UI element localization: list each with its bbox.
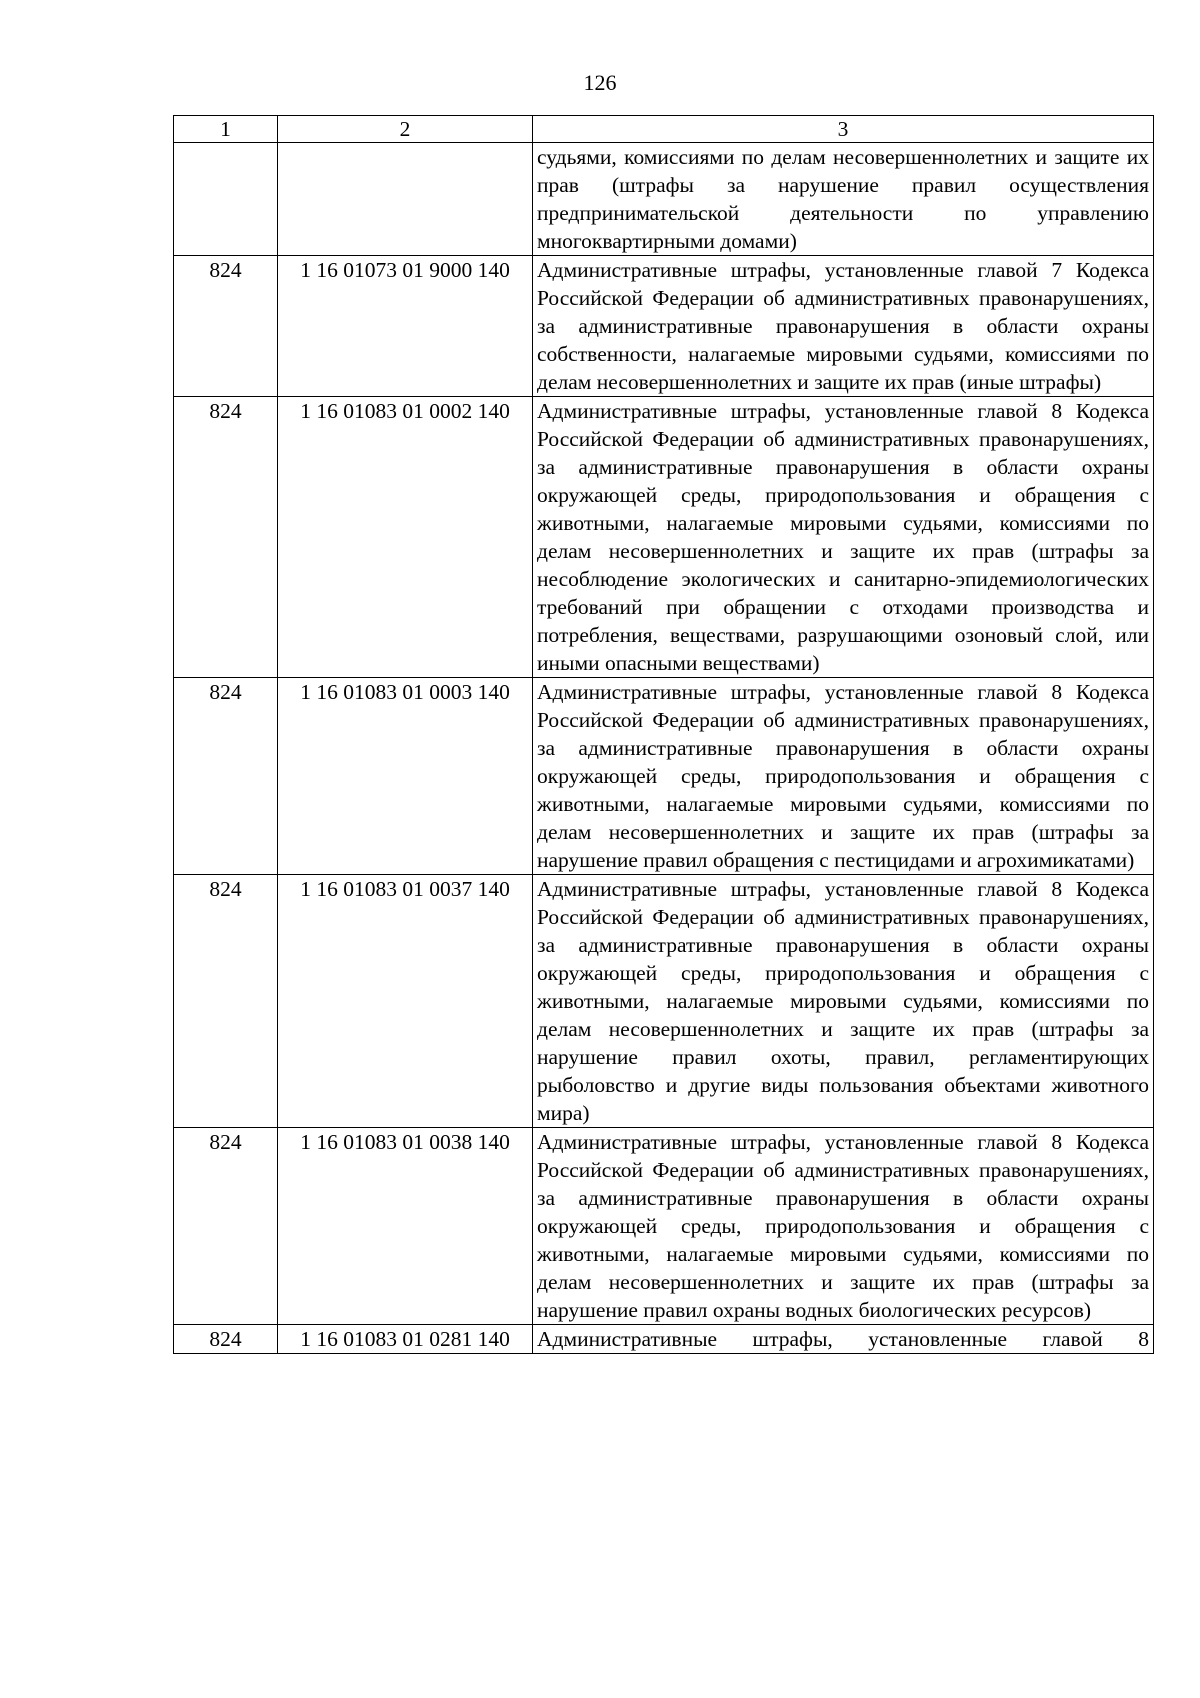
table-row xyxy=(174,256,1154,397)
description-cell: Административные штрафы, установленные главой 8 Кодекса Российской Федерации об административных правонарушениях, за административные правонарушения в области охраны окружающей среды, природопользования и обращения с животными, налагаемые мировыми судьями, комиссиями по делам несовершеннолетних и защите их прав (штрафы за нарушение правил охоты, правил, регламентирующих рыболовство и другие виды пользования объектами животного мира) xyxy=(533,875,1154,1128)
page-number: 126 xyxy=(583,70,617,95)
description-cell: Административные штрафы, установленные главой 8 Кодекса Российской Федерации об административных правонарушениях, за административные правонарушения в области охраны окружающей среды, природопользования и обращения с животными, налагаемые мировыми судьями, комиссиями по делам несовершеннолетних и защите их прав (штрафы за нарушение правил обращения с пестицидами и агрохимикатами) xyxy=(533,678,1154,875)
description-cell: Административные штрафы, установленные главой 8 Кодекса Российской Федерации об административных правонарушениях, за административные правонарушения в области охраны окружающей среды, природопользования и обращения с животными, налагаемые мировыми судьями, комиссиями по делам несовершеннолетних и защите их прав (штрафы за нарушение правил охраны водных биологических ресурсов) xyxy=(533,1128,1154,1325)
table-row xyxy=(174,678,1154,875)
admin-code-cell: 824 xyxy=(174,678,278,875)
kbk-code-cell: 1 16 01083 01 0281 140 xyxy=(278,1325,533,1354)
header-col-1: 1 xyxy=(174,116,278,143)
header-col-2: 2 xyxy=(278,116,533,143)
admin-code-cell: 824 xyxy=(174,1325,278,1354)
kbk-code-cell: 1 16 01083 01 0037 140 xyxy=(278,875,533,1128)
description-cell: Административные штрафы, установленные главой 8 Кодекса Российской Федерации об административных правонарушениях, за административные правонарушения в области охраны окружающей среды, природопользования и обращения с животными, налагаемые мировыми судьями, комиссиями по делам несовершеннолетних и защите их прав (штрафы за несоблюдение экологических и санитарно-эпидемиологических требований при обращении с отходами производства и потребления, веществами, разрушающими озоновый слой, или иными опасными веществами) xyxy=(533,397,1154,678)
table-row xyxy=(174,397,1154,678)
description-cell: Административные штрафы, установленные главой 8 xyxy=(533,1325,1154,1354)
table-row xyxy=(174,143,1154,256)
admin-code-cell xyxy=(174,143,278,256)
admin-code-cell: 824 xyxy=(174,256,278,397)
table-header-row xyxy=(174,116,1154,143)
table-row xyxy=(174,1325,1154,1354)
budget-codes-table xyxy=(173,115,1154,1354)
admin-code-cell: 824 xyxy=(174,1128,278,1325)
kbk-code-cell: 1 16 01083 01 0038 140 xyxy=(278,1128,533,1325)
description-cell: Административные штрафы, установленные главой 7 Кодекса Российской Федерации об административных правонарушениях, за административные правонарушения в области охраны собственности, налагаемые мировыми судьями, комиссиями по делам несовершеннолетних и защите их прав (иные штрафы) xyxy=(533,256,1154,397)
kbk-code-cell: 1 16 01073 01 9000 140 xyxy=(278,256,533,397)
admin-code-cell: 824 xyxy=(174,875,278,1128)
table-row xyxy=(174,1128,1154,1325)
kbk-code-cell xyxy=(278,143,533,256)
admin-code-cell: 824 xyxy=(174,397,278,678)
description-cell: судьями, комиссиями по делам несовершеннолетних и защите их прав (штрафы за нарушение правил осуществления предпринимательской деятельности по управлению многоквартирными домами) xyxy=(533,143,1154,256)
kbk-code-cell: 1 16 01083 01 0003 140 xyxy=(278,678,533,875)
header-col-3: 3 xyxy=(533,116,1154,143)
kbk-code-cell: 1 16 01083 01 0002 140 xyxy=(278,397,533,678)
table-row xyxy=(174,875,1154,1128)
